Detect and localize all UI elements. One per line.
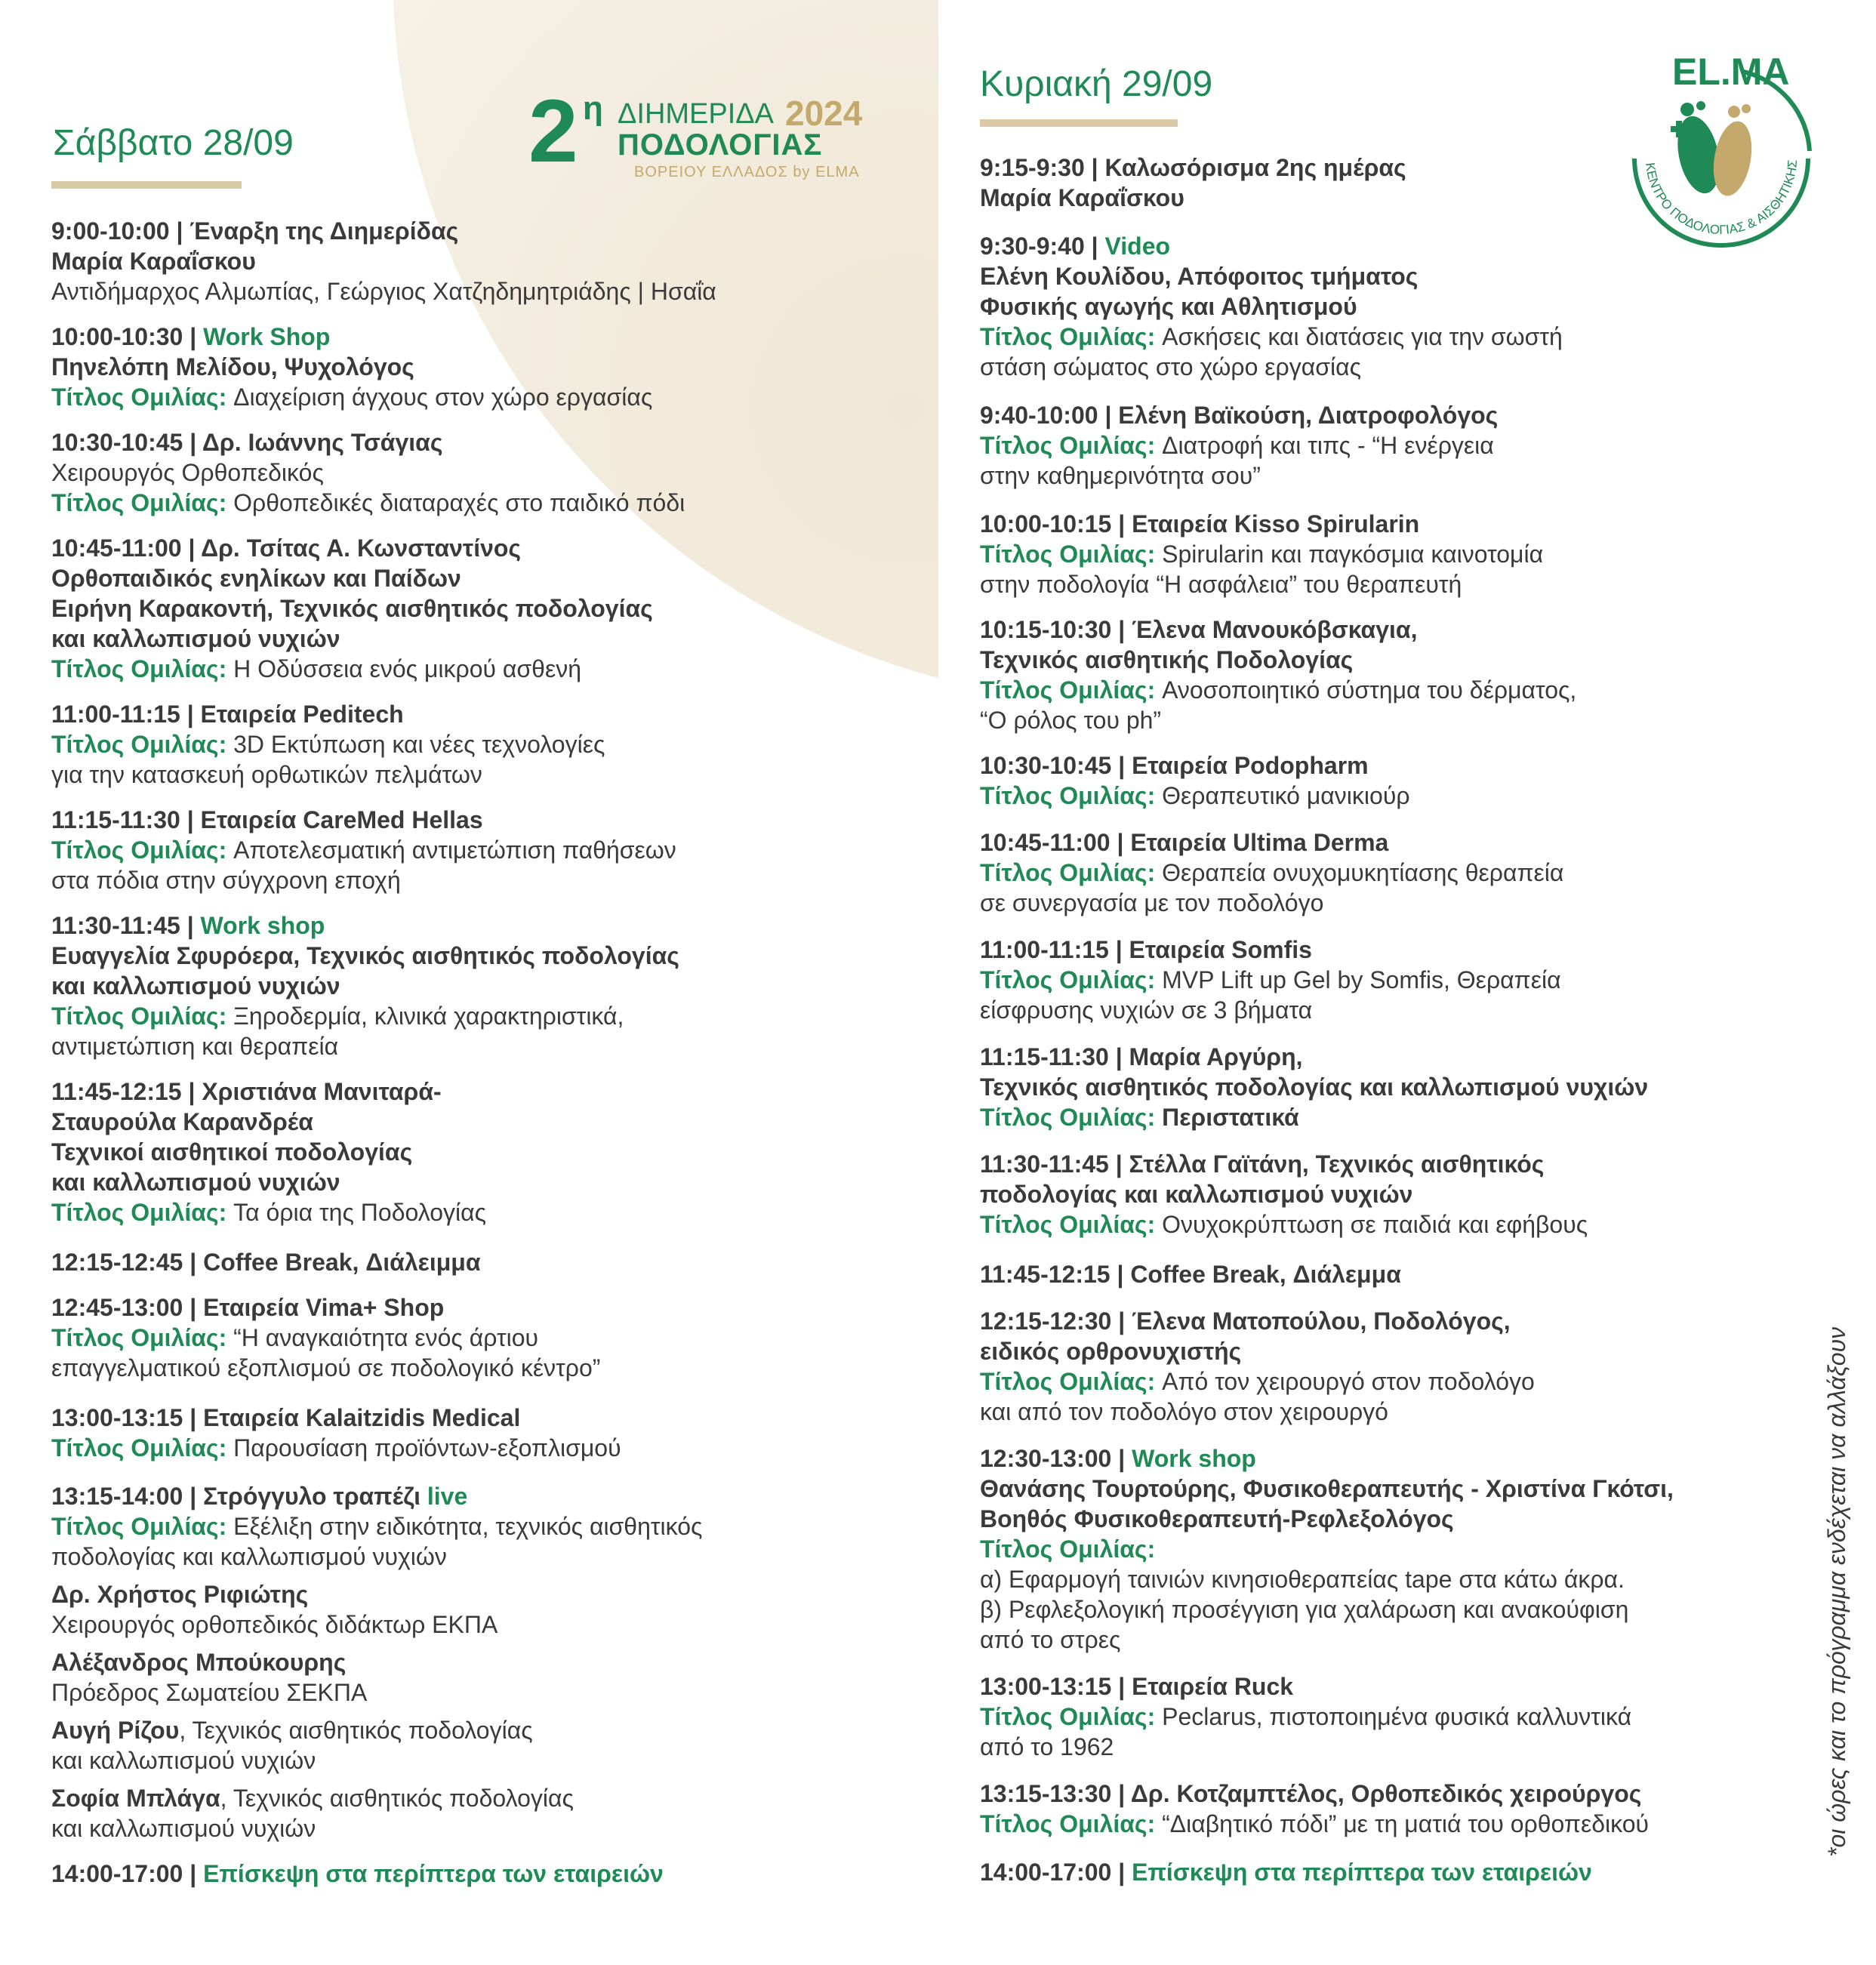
logo-ring-text: ΚΕΝΤΡΟ ΠΟΔΟΛΟΓΙΑΣ & ΑΙΣΘΗΤΙΚΗΣ [1643, 159, 1801, 238]
line-text: Δρ. Ιωάννης Τσάγιας [202, 429, 443, 456]
highlight-text: Τίτλος Ομιλίας: [51, 383, 234, 411]
highlight-text: Τίτλος Ομιλίας: [51, 1003, 234, 1030]
saturday-schedule-line [51, 865, 401, 895]
sunday-heading: Κυριακή 29/09 [980, 64, 1213, 104]
event-number: 2 [528, 82, 578, 181]
sunday-schedule-line [980, 675, 1576, 705]
line-text: Coffee Break, Διάλεμμα [1130, 1261, 1401, 1288]
line-text: Ελένη Βαϊκούση, Διατροφολόγος [1118, 402, 1499, 429]
saturday-schedule-line [51, 276, 716, 306]
saturday-schedule-line [51, 1247, 481, 1277]
sunday-schedule-line [980, 460, 1261, 491]
line-text: Ξηροδερμία, κλινικά χαρακτηριστικά, [233, 1003, 624, 1030]
saturday-schedule-line [51, 1859, 664, 1889]
highlight-text: Τίτλος Ομιλίας: [980, 1104, 1163, 1131]
highlight-text: Επίσκεψη στα περίπτερα των εταιρειών [1132, 1859, 1592, 1886]
line-text: Ευαγγελία Σφυρόερα, Τεχνικός αισθητικός ποδολογίας [51, 942, 679, 969]
line-text: 11:30-11:45 [51, 912, 187, 939]
sunday-schedule-line [980, 888, 1323, 918]
line-text: Αλέξανδρος Μπούκουρης [51, 1649, 347, 1676]
line-text: για την κατασκευή ορθωτικών πελμάτων [51, 761, 482, 788]
separator: | [1091, 154, 1105, 181]
highlight-text: Τίτλος Ομιλίας: [51, 1434, 234, 1461]
separator: | [189, 1404, 204, 1431]
line-text: 13:00-13:15 [980, 1673, 1119, 1700]
line-text: Εταιρεία Vima+ Shop [203, 1294, 445, 1321]
line-text: Εταιρεία Ultima Derma [1130, 829, 1389, 856]
sunday-schedule-line [980, 1534, 1155, 1564]
line-text: και καλλωπισμού νυχιών [51, 625, 340, 652]
highlight-text: Τίτλος Ομιλίας: [51, 489, 234, 516]
line-text: 11:15-11:30 [51, 806, 187, 833]
event-subtitle: ΒΟΡΕΙΟΥ ΕΛΛΑΔΟΣ by ELMA [634, 164, 860, 180]
sunday-schedule-line [980, 1732, 1114, 1762]
line-text: 10:00-10:15 [980, 510, 1119, 537]
line-text: Εταιρεία Podopharm [1132, 752, 1369, 779]
line-text: αντιμετώπιση και θεραπεία [51, 1033, 339, 1060]
line-text: Θεραπεία ονυχομυκητίασης θεραπεία [1162, 859, 1564, 886]
highlight-text: Τίτλος Ομιλίας: [980, 432, 1163, 459]
saturday-schedule-line [51, 941, 679, 971]
sunday-schedule-line [980, 1474, 1674, 1504]
saturday-schedule-line [51, 1542, 447, 1572]
saturday-schedule-line [51, 759, 482, 790]
event-year: 2024 [785, 94, 863, 133]
line-text: Δρ. Τσίτας Α. Κωνσταντίνος [201, 534, 522, 562]
sunday-schedule-line [980, 1671, 1293, 1702]
sunday-schedule-line [980, 1625, 1120, 1655]
sunday-schedule-line [980, 1042, 1303, 1072]
sunday-schedule-line [980, 1564, 1625, 1594]
line-text: Πηνελόπη Μελίδου, Ψυχολόγος [51, 353, 414, 380]
line-text: 11:45-12:15 [980, 1261, 1117, 1288]
separator: | [188, 534, 202, 562]
line-text: Εξέλιξη στην ειδικότητα, τεχνικός αισθητικός [233, 1513, 703, 1540]
line-text: Στρόγγυλο τραπέζι [203, 1483, 427, 1510]
line-text: 11:30-11:45 [980, 1150, 1116, 1178]
line-text: Ανοσοποιητικό σύστημα του δέρματος, [1162, 676, 1577, 704]
line-text: 9:00-10:00 [51, 217, 177, 245]
line-text: 12:45-13:00 [51, 1294, 190, 1321]
sunday-schedule-line [980, 935, 1312, 965]
line-text: στάση σώματος στο χώρο εργασίας [980, 353, 1362, 380]
line-text: “Η αναγκαιότητα ενός άρτιου [233, 1324, 539, 1351]
separator: | [1118, 752, 1132, 779]
sunday-schedule-line [980, 291, 1357, 322]
line-text: Ονυχοκρύπτωση σε παιδιά και εφήβους [1162, 1211, 1588, 1238]
highlight-text: Τίτλος Ομιλίας: [980, 966, 1163, 993]
line-text: β) Ρεφλεξολογική προσέγγιση για χαλάρωση και ανακούφιση [980, 1596, 1629, 1623]
line-text: 10:45-11:00 [980, 829, 1117, 856]
sunday-schedule-line [980, 539, 1543, 569]
line-text: 9:15-9:30 [980, 154, 1092, 181]
line-text: 11:00-11:15 [51, 701, 187, 728]
line-text: Έναρξη της Διημερίδας [189, 217, 459, 245]
saturday-schedule-line [51, 1511, 702, 1542]
line-text: στα πόδια στην σύγχρονη εποχή [51, 867, 401, 894]
separator: | [189, 429, 202, 456]
separator: | [186, 806, 201, 833]
line-text: Παρουσίαση προϊόντων-εξοπλισμού [233, 1434, 621, 1461]
saturday-schedule-line [51, 1715, 533, 1745]
line-text: Εταιρεία CareMed Hellas [200, 806, 483, 833]
line-text: 13:00-13:15 [51, 1404, 190, 1431]
saturday-schedule-line [51, 352, 414, 382]
sunday-schedule-line [980, 1857, 1592, 1887]
separator: | [1104, 402, 1119, 429]
line-text: 13:15-13:30 [980, 1780, 1119, 1807]
line-text: , Τεχνικός αισθητικός ποδολογίας [220, 1785, 574, 1812]
highlight-text: Τίτλος Ομιλίας: [51, 836, 234, 864]
saturday-schedule-line [51, 563, 461, 593]
saturday-schedule-line [51, 1647, 346, 1677]
line-text: 10:45-11:00 [51, 534, 189, 562]
separator: | [1118, 1859, 1132, 1886]
sunday-schedule-line [980, 614, 1417, 645]
sunday-schedule-line [980, 569, 1462, 599]
line-text: Εταιρεία Kisso Spirularin [1132, 510, 1420, 537]
sunday-schedule-line [980, 1259, 1401, 1289]
line-text: και καλλωπισμού νυχιών [51, 1815, 316, 1842]
line-text: Βοηθός Φυσικοθεραπευτή-Ρεφλεξολόγος [980, 1505, 1454, 1532]
separator: | [1115, 1150, 1129, 1178]
line-text: και καλλωπισμού νυχιών [51, 1747, 316, 1774]
highlight-text: Τίτλος Ομιλίας: [980, 1211, 1163, 1238]
saturday-schedule-line [51, 1433, 621, 1463]
saturday-schedule-line [51, 1813, 316, 1843]
saturday-schedule-line [51, 1783, 574, 1813]
event-word: ΔΙΗΜΕΡΙΔΑ [618, 98, 775, 130]
highlight-text: Τίτλος Ομιλίας: [51, 1513, 234, 1540]
saturday-schedule-line [51, 1677, 367, 1708]
line-text: 10:15-10:30 [980, 616, 1119, 643]
line-text: είσφρυσης νυχιών σε 3 βήματα [980, 996, 1313, 1024]
highlight-text: Τίτλος Ομιλίας: [51, 1324, 234, 1351]
highlight-text: Τίτλος Ομιλίας: [980, 541, 1163, 568]
line-text: Χριστιάνα Μανιταρά- [202, 1078, 442, 1105]
line-text: α) Εφαρμογή ταινιών κινησιοθεραπείας tape στα κάτω άκρα. [980, 1566, 1625, 1593]
sunday-schedule-line [980, 152, 1406, 183]
line-text: στην καθημερινότητα σου” [980, 462, 1261, 489]
separator: | [189, 323, 204, 350]
line-text: Θανάσης Τουρτούρης, Φυσικοθεραπευτής - Χριστίνα Γκότσι, [980, 1475, 1674, 1502]
sunday-schedule-line [980, 827, 1388, 858]
line-text: Ειρήνη Καρακοντή, Τεχνικός αισθητικός ποδολογίας [51, 595, 653, 622]
separator: | [1115, 936, 1129, 963]
separator: | [189, 1294, 204, 1321]
saturday-schedule-line [51, 1076, 442, 1107]
separator: | [188, 1078, 202, 1105]
sunday-schedule-line [980, 1443, 1256, 1474]
saturday-schedule-line [51, 216, 458, 246]
saturday-schedule-line [51, 1107, 313, 1137]
line-text: ποδολογίας και καλλωπισμού νυχιών [980, 1181, 1413, 1208]
saturday-schedule-line [51, 488, 685, 518]
line-text: , Τεχνικός αισθητικός ποδολογίας [179, 1717, 533, 1744]
line-text: Διαχείριση άγχους στον χώρο εργασίας [233, 383, 653, 411]
line-text: 12:15-12:45 [51, 1249, 190, 1276]
line-text: Ελένη Κουλίδου, Απόφοιτος τμήματος [980, 263, 1419, 290]
separator: | [1118, 510, 1132, 537]
highlight-text: Work Shop [203, 323, 331, 350]
line-text: 11:15-11:30 [980, 1043, 1116, 1070]
saturday-schedule-line [51, 1609, 497, 1640]
line-text: Εταιρεία Peditech [200, 701, 404, 728]
saturday-schedule-line [51, 654, 581, 684]
line-text: MVP Lift up Gel by Somfis, Θεραπεία [1162, 966, 1561, 993]
saturday-schedule-line [51, 835, 676, 865]
highlight-text: Επίσκεψη στα περίπτερα των εταιρειών [203, 1860, 664, 1887]
highlight-text: Τίτλος Ομιλίας: [51, 655, 234, 682]
event-number-suffix: η [583, 90, 603, 127]
saturday-schedule-line [51, 593, 653, 624]
line-text: Τα όρια της Ποδολογίας [233, 1199, 487, 1226]
sunday-schedule-line [980, 1594, 1628, 1625]
saturday-schedule-line [51, 1745, 316, 1776]
separator: | [1118, 1307, 1132, 1335]
separator: | [1118, 1445, 1132, 1472]
saturday-schedule-line [51, 457, 324, 488]
line-text: Δρ. Χρήστος Ριφιώτης [51, 1581, 309, 1608]
line-text: 14:00-17:00 [51, 1860, 190, 1887]
line-text: και καλλωπισμού νυχιών [51, 972, 340, 999]
line-text: 10:30-10:45 [980, 752, 1119, 779]
saturday-schedule-line [51, 1353, 600, 1383]
line-text: Εταιρεία Kalaitzidis Medical [203, 1404, 521, 1431]
sunday-schedule-line [980, 1179, 1412, 1209]
sunday-schedule-line [980, 1702, 1631, 1732]
sunday-schedule-line [980, 430, 1494, 460]
schedule-disclaimer: *οι ώρες και το πρόγραμμα ενδέχεται να αλλάξουν [1823, 1326, 1850, 1857]
line-text: Spirularin και παγκόσμια καινοτομία [1162, 541, 1544, 568]
line-text: Αποτελεσματική αντιμετώπιση παθήσεων [233, 836, 676, 864]
sunday-schedule-line [980, 1149, 1544, 1179]
sunday-schedule-line [980, 352, 1361, 382]
line-text: ποδολογίας και καλλωπισμού νυχιών [51, 1543, 447, 1570]
elma-logo [1612, 45, 1831, 264]
saturday-schedule-line [51, 1481, 467, 1511]
line-text: 9:40-10:00 [980, 402, 1105, 429]
line-text: Ορθοπεδικές διαταραχές στο παιδικό πόδι [233, 489, 685, 516]
sunday-schedule-line [980, 1366, 1535, 1397]
sunday-schedule-line [980, 183, 1184, 213]
sunday-schedule-line [980, 1779, 1641, 1809]
saturday-schedule-line [51, 805, 483, 835]
saturday-schedule-line [51, 382, 652, 412]
highlight-text: Τίτλος Ομιλίας: [980, 782, 1163, 809]
separator: | [1115, 1043, 1129, 1070]
separator: | [189, 1860, 204, 1887]
sunday-schedule-line [980, 1809, 1649, 1839]
saturday-schedule-line [51, 1001, 624, 1031]
saturday-schedule-line [51, 910, 325, 941]
highlight-text: Video [1104, 233, 1171, 260]
line-text: Έλενα Μανουκόβσκαγια, [1132, 616, 1418, 643]
line-text: και καλλωπισμού νυχιών [51, 1169, 340, 1196]
line-text: Η Οδύσσεια ενός μικρού ασθενή [233, 655, 581, 682]
sunday-schedule-line [980, 1102, 1299, 1132]
sunday-schedule-line [980, 705, 1161, 735]
sunday-schedule-line [980, 781, 1410, 811]
line-text: Αυγή Ρίζου [51, 1717, 180, 1744]
line-text: Έλενα Ματοπούλου, Ποδολόγος, [1132, 1307, 1511, 1335]
saturday-schedule-line [51, 322, 330, 352]
line-text: Στέλλα Γαϊτάνη, Τεχνικός αισθητικός [1129, 1150, 1545, 1178]
separator: | [1118, 1780, 1131, 1807]
highlight-text: Τίτλος Ομιλίας: [980, 1368, 1163, 1395]
separator: | [1118, 616, 1132, 643]
logo-wordmark: EL.MA [1672, 51, 1790, 93]
saturday-schedule-line [51, 246, 256, 276]
line-text: Coffee Break, Διάλειμμα [203, 1249, 481, 1276]
sunday-schedule-line [980, 645, 1353, 675]
sunday-schedule-line [980, 400, 1498, 430]
saturday-schedule-line [51, 1323, 538, 1353]
separator: | [189, 1483, 204, 1510]
sunday-schedule-line [980, 965, 1561, 995]
line-text: από το στρες [980, 1626, 1121, 1653]
line-text: 12:15-12:30 [980, 1307, 1119, 1335]
line-text: Μαρία Αργύρη, [1129, 1043, 1303, 1070]
saturday-schedule-line [51, 1197, 486, 1227]
saturday-schedule-line [51, 1137, 412, 1167]
line-text: Διατροφή και τιπς - “Η ενέργεια [1162, 432, 1494, 459]
line-text: Πρόεδρος Σωματείου ΣΕΚΠΑ [51, 1679, 368, 1706]
sunday-schedule-line [980, 322, 1563, 352]
separator: | [1117, 829, 1131, 856]
sunday-heading-rule [980, 119, 1178, 127]
highlight-text: Τίτλος Ομιλίας: [980, 1810, 1163, 1837]
separator: | [1117, 1261, 1131, 1288]
line-text: “Ο ρόλος του ph” [980, 707, 1162, 734]
line-text: σε συνεργασία με τον ποδολόγο [980, 889, 1324, 916]
line-text: 10:00-10:30 [51, 323, 190, 350]
sunday-schedule-line [980, 1209, 1588, 1240]
sunday-schedule-line [980, 1072, 1648, 1102]
highlight-text: Work shop [1132, 1445, 1256, 1472]
sunday-schedule-line [980, 231, 1170, 261]
event-title-block [528, 82, 921, 181]
line-text: Τεχνικός αισθητικός ποδολογίας και καλλωπισμού νυχιών [980, 1073, 1649, 1101]
line-text: Περιστατικά [1162, 1104, 1299, 1131]
saturday-schedule-line [51, 971, 340, 1001]
line-text: Καλωσόρισμα 2ης ημέρας [1104, 154, 1406, 181]
line-text: Peclarus, πιστοποιημένα φυσικά καλλυντικά [1162, 1703, 1632, 1730]
separator: | [186, 912, 201, 939]
line-text: Αντιδήμαρχος Αλμωπίας, Γεώργιος Χατζηδημητριάδης | Ησαΐα [51, 278, 716, 305]
sunday-schedule-line [980, 858, 1563, 888]
highlight-text: Τίτλος Ομιλίας: [51, 1199, 234, 1226]
line-text: 3D Εκτύπωση και νέες τεχνολογίες [233, 731, 605, 758]
sunday-schedule-line [980, 261, 1418, 291]
line-text: Τεχνικός αισθητικής Ποδολογίας [980, 646, 1354, 673]
highlight-text: Τίτλος Ομιλίας: [980, 859, 1163, 886]
line-text: και από τον ποδολόγο στον χειρουργό [980, 1398, 1388, 1425]
highlight-text: Work shop [200, 912, 325, 939]
line-text: Χειρουργός Ορθοπεδικός [51, 459, 324, 486]
saturday-schedule-line [51, 1292, 444, 1323]
saturday-schedule-line [51, 1031, 338, 1061]
line-text: Ορθοπαιδικός ενηλίκων και Παίδων [51, 565, 461, 592]
saturday-schedule-line [51, 1403, 520, 1433]
saturday-heading-rule [51, 181, 242, 189]
separator: | [1091, 233, 1105, 260]
line-text: 14:00-17:00 [980, 1859, 1119, 1886]
line-text: 13:15-14:00 [51, 1483, 190, 1510]
highlight-text: Τίτλος Ομιλίας: [980, 676, 1163, 704]
line-text: ειδικός ορθρονυχιστής [980, 1338, 1242, 1365]
sunday-schedule-line [980, 1306, 1511, 1336]
line-text: Εταιρεία Ruck [1132, 1673, 1294, 1700]
saturday-heading: Σάββατο 28/09 [53, 123, 294, 163]
saturday-schedule-line [51, 533, 521, 563]
saturday-schedule-line [51, 624, 340, 654]
line-text: Θεραπευτικό μανικιούρ [1162, 782, 1410, 809]
sunday-schedule-line [980, 995, 1312, 1025]
line-text: 9:30-9:40 [980, 233, 1092, 260]
line-text: Μαρία Καραΐσκου [51, 248, 256, 275]
highlight-text: live [427, 1483, 468, 1510]
sunday-schedule-line [980, 1336, 1241, 1366]
sunday-schedule-line [980, 1504, 1454, 1534]
highlight-text: Τίτλος Ομιλίας: [980, 1535, 1156, 1563]
line-text: Χειρουργός ορθοπεδικός διδάκτωρ ΕΚΠΑ [51, 1611, 498, 1638]
line-text: 11:45-12:15 [51, 1078, 189, 1105]
separator: | [1118, 1673, 1132, 1700]
saturday-schedule-line [51, 699, 404, 729]
line-text: 12:30-13:00 [980, 1445, 1119, 1472]
highlight-text: Τίτλος Ομιλίας: [980, 323, 1163, 350]
line-text: Σοφία Μπλάγα [51, 1785, 220, 1812]
foot-icon [1671, 101, 1757, 199]
line-text: 11:00-11:15 [980, 936, 1116, 963]
separator: | [189, 1249, 204, 1276]
saturday-schedule-line [51, 729, 605, 759]
line-text: Φυσικής αγωγής και Αθλητισμού [980, 293, 1357, 320]
sunday-schedule-line [980, 509, 1419, 539]
line-text: 10:30-10:45 [51, 429, 190, 456]
sunday-schedule-line [980, 1397, 1388, 1427]
saturday-schedule-line [51, 1579, 308, 1609]
separator: | [186, 701, 201, 728]
line-text: Εταιρεία Somfis [1129, 936, 1312, 963]
line-text: στην ποδολογία “Η ασφάλεια” του θεραπευτή [980, 571, 1462, 598]
line-text: Δρ. Κοτζαμπτέλος, Ορθοπεδικός χειρούργος [1130, 1780, 1642, 1807]
separator: | [176, 217, 190, 245]
line-text: Ασκήσεις και διατάσεις για την σωστή [1162, 323, 1563, 350]
line-text: “Διαβητικό πόδι” με τη ματιά του ορθοπεδικού [1162, 1810, 1650, 1837]
highlight-text: Τίτλος Ομιλίας: [51, 731, 234, 758]
saturday-schedule-line [51, 1167, 340, 1197]
event-title: ΠΟΔΟΛΟΓΙΑΣ [618, 128, 823, 162]
sunday-schedule-line [980, 750, 1369, 781]
line-text: από το 1962 [980, 1733, 1114, 1760]
line-text: επαγγελματικού εξοπλισμού σε ποδολογικό κέντρο” [51, 1354, 601, 1381]
line-text: Από τον χειρουργό στον ποδολόγο [1162, 1368, 1535, 1395]
line-text: Σταυρούλα Καρανδρέα [51, 1108, 313, 1135]
line-text: Τεχνικοί αισθητικοί ποδολογίας [51, 1138, 413, 1166]
saturday-schedule-line [51, 427, 442, 457]
line-text: Μαρία Καραΐσκου [980, 184, 1184, 211]
highlight-text: Τίτλος Ομιλίας: [980, 1703, 1163, 1730]
